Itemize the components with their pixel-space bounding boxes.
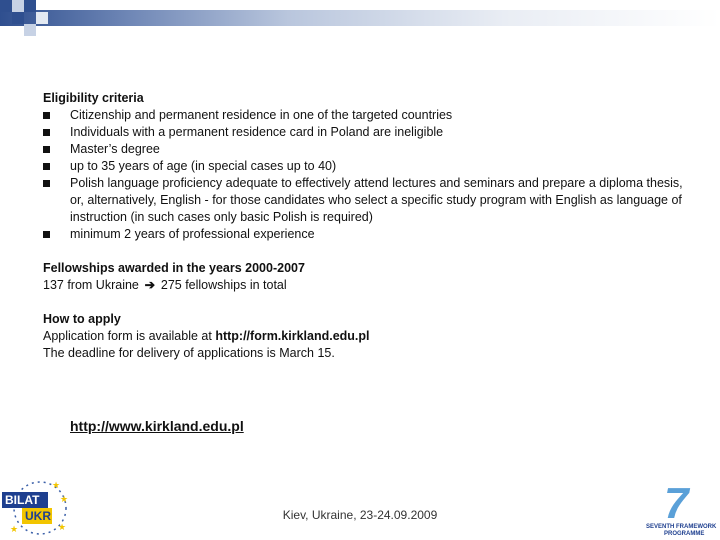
list-item (43, 158, 683, 175)
ukr-logo-text: UKR (25, 509, 51, 523)
header-square-2 (12, 0, 24, 12)
list-item-text: Polish language proficiency adequate to effectively attend lectures and seminars and prepare a diploma thesis, or, alternatively, English - for those candidates who select a specific study program with English as language of instruction (in such cases only basic Polish is required) (70, 176, 683, 224)
eligibility-heading: Eligibility criteria (43, 91, 144, 105)
list-item (43, 107, 683, 124)
header-square-4 (12, 12, 24, 24)
fp7-text-line1: SEVENTH FRAMEWORK (646, 524, 717, 530)
list-item-text: minimum 2 years of professional experience (70, 227, 315, 241)
bullet-icon (43, 112, 50, 119)
svg-text:★: ★ (10, 525, 19, 535)
fellowships-from: 137 from Ukraine (43, 278, 139, 292)
fellowships-line (43, 277, 683, 294)
header-square-3 (24, 0, 36, 12)
fellowships-section (43, 260, 683, 294)
fp7-logo (640, 480, 718, 538)
fellowships-total: 275 fellowships in total (160, 278, 287, 292)
list-item (43, 124, 683, 141)
bullet-icon (43, 146, 50, 153)
list-item-text: Individuals with a permanent residence card in Poland are ineligible (70, 125, 444, 139)
bullet-icon (43, 163, 50, 170)
bullet-icon (43, 231, 50, 238)
fellowships-heading: Fellowships awarded in the years 2000-2007 (43, 261, 305, 275)
apply-section (43, 311, 683, 362)
header-band (0, 10, 720, 26)
svg-text:★: ★ (58, 523, 67, 533)
list-item (43, 175, 683, 226)
kirkland-website-link[interactable]: http://www.kirkland.edu.pl (70, 418, 244, 434)
bullet-icon (43, 129, 50, 136)
slide-content (43, 90, 683, 362)
header-square-5 (24, 24, 36, 36)
footer-location-date: Kiev, Ukraine, 23-24.09.2009 (282, 508, 438, 522)
list-item (43, 226, 683, 243)
apply-deadline: The deadline for delivery of applications is March 15. (43, 346, 335, 360)
svg-text:★: ★ (52, 481, 61, 491)
fp7-text-line2: PROGRAMME (664, 531, 705, 537)
arrow-right-icon: ➔ (144, 278, 156, 292)
apply-form-prefix: Application form is available at (43, 329, 212, 343)
list-item (43, 141, 683, 158)
apply-heading: How to apply (43, 312, 121, 326)
bilat-ukr-logo (0, 470, 70, 540)
fp7-seven-mark: 7 (664, 480, 689, 528)
apply-form-url[interactable]: http://form.kirkland.edu.pl (215, 329, 370, 343)
list-item-text: Master’s degree (70, 142, 160, 156)
eligibility-list (43, 107, 683, 243)
bullet-icon (43, 180, 50, 187)
header-square-6 (36, 12, 48, 24)
bilat-logo-text: BILAT (5, 493, 40, 507)
list-item-text: Citizenship and permanent residence in one of the targeted countries (70, 108, 453, 122)
apply-form-line (43, 328, 683, 345)
list-item-text: up to 35 years of age (in special cases up to 40) (70, 159, 337, 173)
header-square-1 (0, 0, 12, 12)
svg-text:★: ★ (60, 495, 69, 505)
